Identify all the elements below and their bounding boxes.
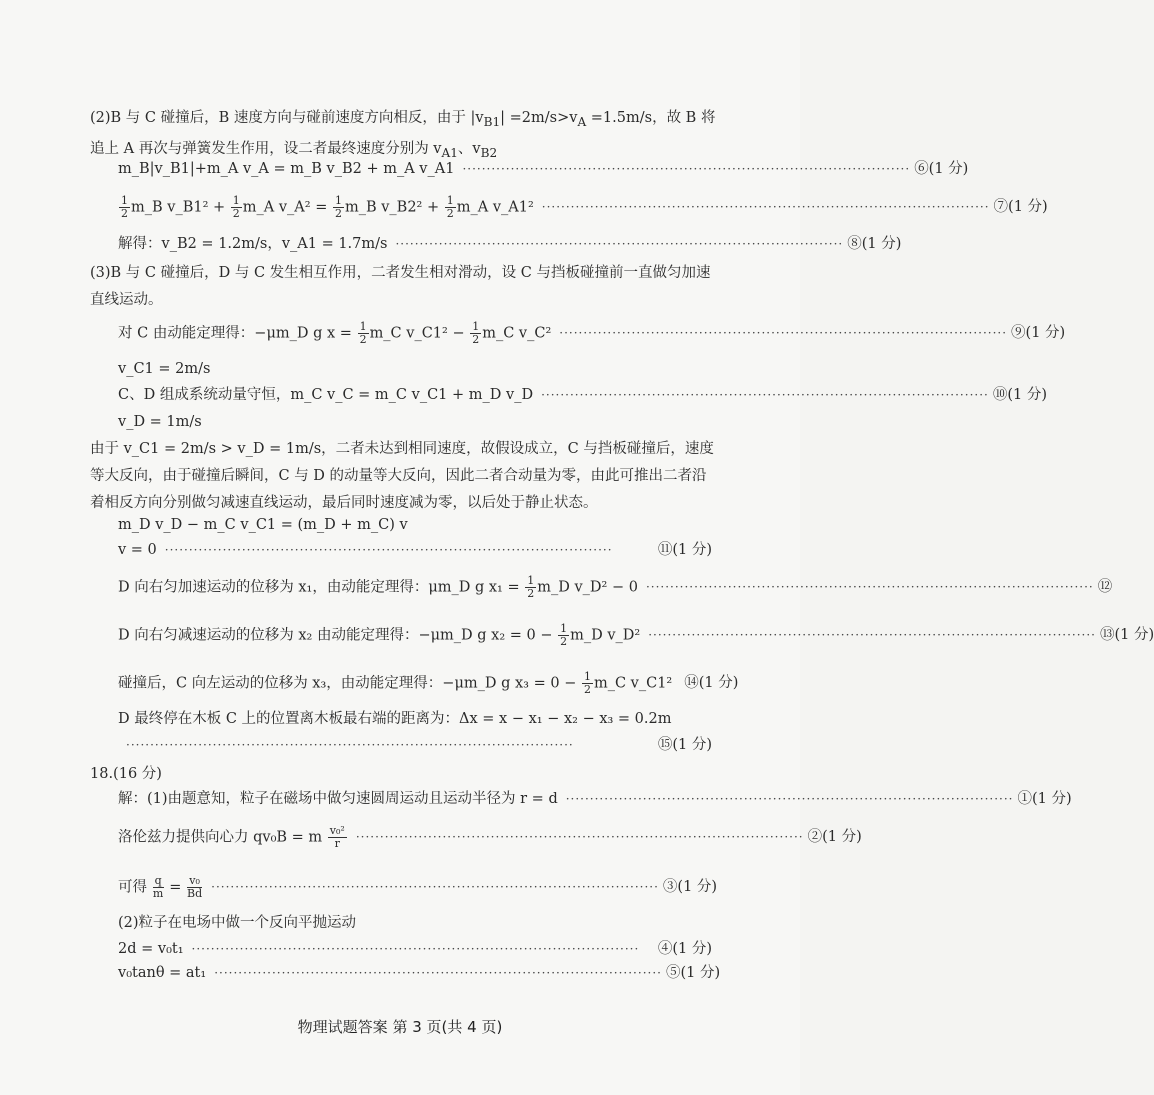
q18-step-5: v₀tanθ = at₁ ····························································································· ⑤(1 分) — [118, 965, 721, 981]
q18-step-4: 2d = v₀t₁ ····························································································· ④(1 分) — [118, 941, 712, 957]
explanation-paragraph: 由于 v_C1 = 2m/s > v_D = 1m/s，二者未达到相同速度，故假设成立，C 与挡板碰撞后，速度等大反向，由于碰撞后瞬间，C 与 D 的动量等大反向，因此二者合动量为零，由此可推出二者沿着相反方向分别做匀减速直线运动，最后同时速度减为零，以后处于静止状态。 — [90, 441, 714, 511]
equation-14: 碰撞后，C 向左运动的位移为 x₃，由动能定理得：−μm_D g x₃ = 0 − $\frac{1}{2}$ m_C v_C1² ⑭(1 分) — [118, 669, 739, 696]
equation-12: D 向右匀加速运动的位移为 x₁，由动能定理得：μm_D g x₁ = $\frac{1}{2}$ m_D v_D² − 0 ····························································································· ⑫ — [118, 573, 1113, 600]
vd-result: v_D = 1m/s — [118, 414, 202, 430]
q18-step-1: 解：(1)由题意知，粒子在磁场中做匀速圆周运动且运动半径为 r = d ····························································································· ①(1 分) — [118, 791, 1072, 807]
page-footer: 物理试题答案 第 3 页(共 4 页) — [297, 1018, 503, 1036]
equation-10: C、D 组成系统动量守恒，m_C v_C = m_C v_C1 + m_D v_D ····························································································· ⑩(1 分) — [118, 387, 1047, 403]
equation-13: D 向右匀减速运动的位移为 x₂ 由动能定理得：−μm_D g x₂ = 0 − $\frac{1}{2}$ m_D v_D² ····························································································· ⑬(1 分) — [118, 621, 1154, 648]
vc1-result: v_C1 = 2m/s — [118, 361, 211, 377]
q18-step-3: 可得 $\frac{q}{m}$ = $\frac{\text{v₀}}{Bd}$ ····························································································· ③(1 分) — [118, 873, 718, 900]
equation-11b: v = 0 ····························································································· ⑪(1 分) — [118, 542, 712, 558]
q18-step-2: 洛伦兹力提供向心力 qv₀B = m $\frac{\text{v₀²}}{r}$ ····························································································· ②(1 分) — [118, 823, 862, 850]
equation-15-mark-line: ····························································································· ⑮(1 分) — [126, 737, 712, 753]
equation-6: m_B|v_B1|+m_A v_A = m_B v_B2 + m_A v_A1 ····························································································· ⑥(1 分) — [118, 161, 969, 177]
part3-intro: (3)B 与 C 碰撞后，D 与 C 发生相互作用，二者发生相对滑动，设 C 与挡板碰撞前一直做匀加速直线运动。 — [90, 265, 711, 308]
equation-7: $\frac{1}{2}$ m_B v_B1² + $\frac{1}{2}$ m_A v_A² = $\frac{1}{2}$ m_B v_B2² + $\frac{1}{2}$ m_A v_A1² ····························································································· ⑦(1 分) — [121, 193, 1048, 220]
equation-8: 解得：v_B2 = 1.2m/s，v_A1 = 1.7m/s ····························································································· ⑧(1 分) — [118, 236, 902, 252]
q18-part-2: (2)粒子在电场中做一个反向平抛运动 — [118, 915, 357, 931]
question-18-header: 18.(16 分) — [90, 766, 162, 782]
equation-15: D 最终停在木板 C 上的位置离木板最右端的距离为：Δx = x − x₁ − x₂ − x₃ = 0.2m — [118, 711, 672, 727]
equation-9: 对 C 由动能定理得：−μm_D g x = $\frac{1}{2}$ m_C v_C1² − $\frac{1}{2}$ m_C v_C² ····························································································· ⑨(1 分) — [118, 319, 1066, 346]
equation-11a: m_D v_D − m_C v_C1 = (m_D + m_C) v — [118, 517, 408, 533]
part2-intro: (2)B 与 C 碰撞后，B 速度方向与碰前速度方向相反，由于 $|v_{B1}| =2m/s>v_A =1.5m/s$，故 B 将追上 A 再次与弹簧发生作用，设二者最终速度分别为 $v_{A1}$、$v_{B2}$ — [90, 110, 716, 160]
